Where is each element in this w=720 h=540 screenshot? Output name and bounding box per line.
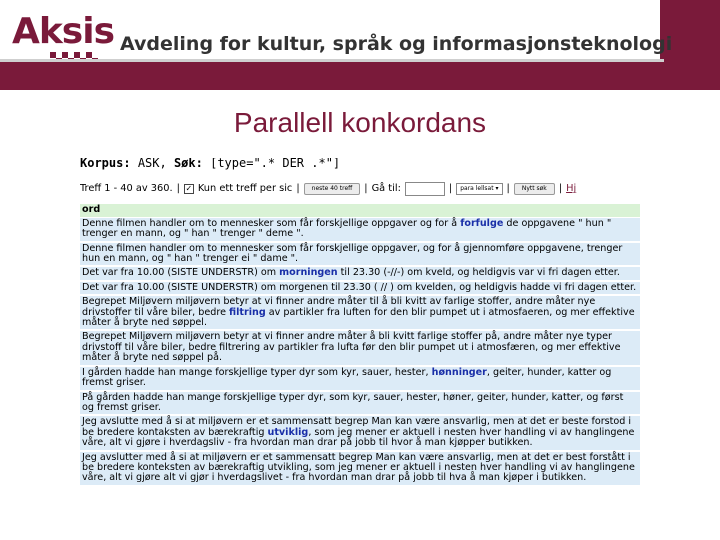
result-row [80,452,640,485]
hit-range-text: Treff 1 - 40 av 360. [80,183,173,195]
separator: | [176,183,180,195]
corpus-label: Korpus: [80,158,131,170]
goto-label: Gå til: [371,183,401,195]
row-text-before: Det var fra 10.00 (SISTE UNDERSTR) om morgenen til 23.30 ( // ) om kvelden, og heldigvis hadde vi fri dagen etter. [82,281,637,293]
result-row [80,392,640,415]
row-text-after: , som jeg mener er aktuell i nesten hver handling vi av hanglingene våre, alt vi gjøre i hverdagsliv - fra hvordan man drar på jobb til hvor å man kjøpper butikken. [82,426,635,449]
corpus-value: ASK, [137,158,167,170]
query-line [80,158,640,168]
row-text-before: Det var fra 10.00 (SISTE UNDERSTR) om [82,267,280,279]
row-text-before: På gården hadde han mange forskjellige typer dyr, som kyr, sauer, hester, høner, geiter, hunder, katter, og først og fremst griser. [82,391,624,413]
result-row [80,331,640,364]
separator: | [448,183,453,195]
help-link[interactable]: Hj [566,183,577,195]
separator: | [558,183,563,195]
view-select-value: para lellsat [460,185,494,193]
view-select[interactable]: para lellsat ▾ [456,183,502,195]
row-text-after: til 23.30 (-//-) om kveld, og heldigvis var vi fri dagen etter. [337,267,620,279]
aksis-logo: Aksis [12,11,114,52]
result-row [80,416,640,449]
result-row [80,267,640,279]
row-text-before: Begrepet Miljøvern miljøvern betyr at vi finner andre måter til å bli kvitt av farlige stoffer, andre måter nye drivstoffer til våre biler, bedre [82,296,596,318]
row-text-before: Denne filmen handler om to mennesker som får forskjellige oppgaver, og for å gjennomføre oppgavene, trenger hun en mann, og " han " trenger ei " dame ". [82,242,623,265]
row-text-before: Jeg avslutter med å si at miljøvern er et sammensatt begrep Man kan være ansvarlig, men at det er best forstått i be bredere konteksten av bærekraftig utvikling, som jeg mener er aktuell i nesten hver handling vi av hanglingene våre, alt vi gjøre alt vi gjør i hverdagslivet - fra hvordan man drar på jobb til hva å man kjøper i butikken. [82,451,635,484]
row-text-before: Denne filmen handler om to mennesker som får forskjellige oppgaver og for å [82,217,461,229]
separator: | [364,183,368,195]
result-row [80,243,640,266]
goto-input[interactable] [405,182,445,196]
row-text-before: I gården hadde han mange forskjellige typer dyr som kyr, sauer, hester, [82,366,432,378]
row-keyword: hønninger [431,366,487,378]
one-hit-label: Kun ett treff per sic [197,183,293,195]
navigation-controls [80,182,640,196]
separator: | [296,183,300,195]
search-label: Søk: [173,158,203,170]
search-value: [type=".* DER .*"] [210,158,341,170]
separator: | [506,183,510,195]
result-row [80,296,640,329]
row-text-before: Jeg avslutte med å si at miljøvern er et sammensatt begrep Man kan være ansvarlig, men at det er beste forstod i be bredere kontaksten av bærekraftig [82,416,632,438]
row-text-before: Begrepet Miljøvern miljøvern betyr at vi finner andre måter å bli kvitt farlige stoffer på, andre måter nye typer drivstoff til våre biler, bedre filtrering av partikler fra lufta før den blir pumpet ut i atmosfæren, og mer effektive måter å bryte ned søppel på. [82,331,621,364]
department-title: Avdeling for kultur, språk og informasjonsteknologi [120,33,673,55]
page-title: Parallell konkordans [233,107,487,138]
concordance-panel [80,158,640,540]
checker-logo-icon [50,52,98,74]
row-keyword: forfulge [460,217,504,229]
row-keyword: utviklig [267,426,309,438]
header-banner [0,0,720,90]
results-list [80,218,640,485]
result-row [80,367,640,390]
row-text-after: , geiter, hunder, katter og fremst griser. [82,366,612,389]
banner-divider [0,59,664,62]
one-hit-checkbox[interactable]: ✓ [185,184,193,194]
row-text-after: de oppgavene " hun " trenger en mann, og " han " trenger " deme ". [82,217,612,240]
banner-white-area [0,0,673,59]
row-keyword: morningen [279,267,338,279]
result-row [80,218,640,241]
results-header: ord [80,204,640,216]
next-hits-button[interactable]: neste 40 treff [304,183,361,195]
row-keyword: filtring [229,306,266,318]
new-search-button[interactable]: Nytt søk [514,183,555,195]
result-row [80,282,640,294]
row-text-after: av partikler fra luften for den blir pumpet ut i atmosfaeren, og mer effektive måter å bryte ned søppel. [82,306,635,329]
